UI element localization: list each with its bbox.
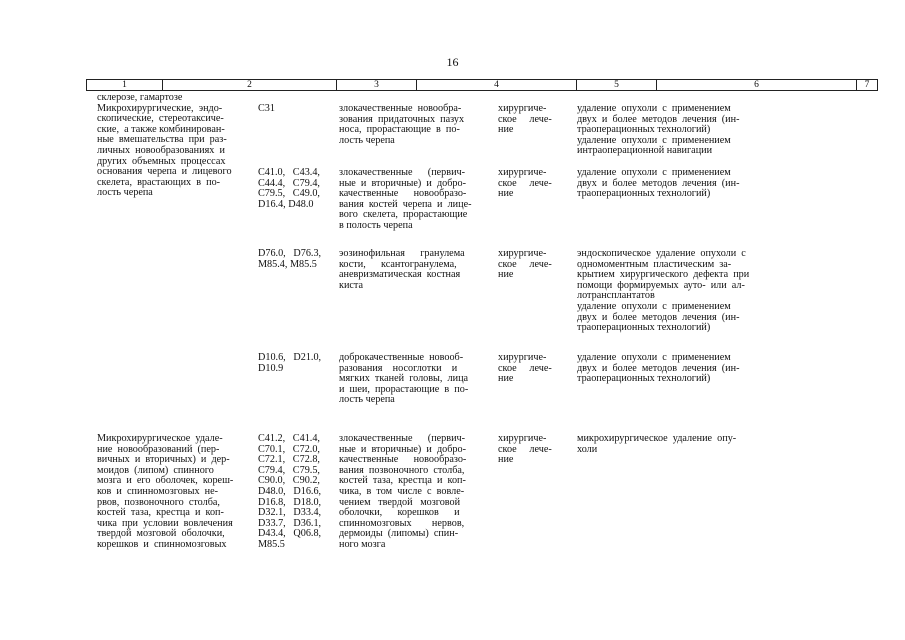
icd-codes: C31 bbox=[258, 103, 275, 114]
treatment-method: удаление опухоли с применением двух и более методов лечения (ин- траоперационных технологий) bbox=[577, 352, 740, 385]
table-header-row bbox=[86, 79, 878, 91]
icd-codes: C41.2, C41.4, C70.1, C72.0, C72.1, C72.8, C79.4, C79.5, C90.0, C90.2, D48.0, D16.6, D16.8, D18.0, D32.1, D33.4, D33.7, D36.1, D43.4, Q06.8, M85.5 bbox=[258, 433, 322, 550]
header-col-4: 4 bbox=[416, 80, 576, 90]
disease-description: злокачественные новообра- зования придаточных пазух носа, прорастающие в по- лость черепа bbox=[339, 103, 465, 146]
header-col-7: 7 bbox=[856, 80, 878, 90]
procedure-description: Микрохирургическое удале- ние новообразований (пер- вичных и вторичных) и дер- моидов (липом) спинного мозга и его оболочек, кореш- ков и спинномозговых не- рвов, позвоночного столба, костей таза, крестца и коп- чика при условии вовлечения твердой мозговой оболочки, корешков и спинномозговых bbox=[97, 433, 234, 550]
treatment-method: эндоскопическое удаление опухоли с одномоментным пластическим за- крытием хирургического дефекта при помощи формируемых ауто- или ал- лотрансплантатов удаление опухоли с применением двух и более методов лечения (ин- траоперационных технологий) bbox=[577, 248, 750, 334]
treatment-type: хирургиче- ское лече- ние bbox=[498, 248, 552, 281]
disease-description: злокачественные (первич- ные и вторичные) и добро- качественные новообразо- вания позвоночного столба, костей таза, крестца и коп- чика, в том числе с вовле- чением твердой мозговой оболочки, корешков и спинномозговых нервов, дермоиды (липомы) спин- ного мозга bbox=[339, 433, 467, 550]
header-col-2: 2 bbox=[162, 80, 336, 90]
treatment-method: удаление опухоли с применением двух и более методов лечения (ин- траоперационных технологий) удаление опухоли с применением интраоперационной навигации bbox=[577, 103, 740, 157]
header-col-3: 3 bbox=[336, 80, 416, 90]
disease-description: эозинофильная гранулема кости, ксантогранулема, аневризматическая костная киста bbox=[339, 248, 465, 291]
treatment-type: хирургиче- ское лече- ние bbox=[498, 167, 552, 200]
treatment-method: микрохирургическое удаление опу- холи bbox=[577, 433, 737, 455]
treatment-type: хирургиче- ское лече- ние bbox=[498, 103, 552, 136]
header-col-6: 6 bbox=[656, 80, 856, 90]
disease-description: злокачественные (первич- ные и вторичные) и добро- качественные новообразо- вания костей черепа и лице- вого скелета, прорастающие в полость черепа bbox=[339, 167, 472, 231]
page-number: 16 bbox=[446, 55, 459, 69]
icd-codes: C41.0, C43.4, C44.4, C79.4, C79.5, C49.0, D16.4, D48.0 bbox=[258, 167, 320, 210]
icd-codes: D10.6, D21.0, D10.9 bbox=[258, 352, 322, 374]
treatment-type: хирургиче- ское лече- ние bbox=[498, 352, 552, 385]
icd-codes: D76.0, D76.3, M85.4, M85.5 bbox=[258, 248, 322, 270]
header-col-1: 1 bbox=[86, 80, 162, 90]
treatment-method: удаление опухоли с применением двух и более методов лечения (ин- траоперационных технологий) bbox=[577, 167, 740, 200]
disease-description: доброкачественные новооб- разования носоглотки и мягких тканей головы, лица и шеи, прорастающие в по- лость черепа bbox=[339, 352, 469, 406]
treatment-type: хирургиче- ское лече- ние bbox=[498, 433, 552, 466]
procedure-description: склерозе, гамартозе Микрохирургические, эндо- скопические, стереотаксиче- ские, а также комбинирован- ные вмешательства при раз- личных новообразованиях и других объемных процессах основания черепа и лицевого скелета, врастающих в по- лость черепа bbox=[97, 92, 232, 199]
header-col-5: 5 bbox=[576, 80, 656, 90]
